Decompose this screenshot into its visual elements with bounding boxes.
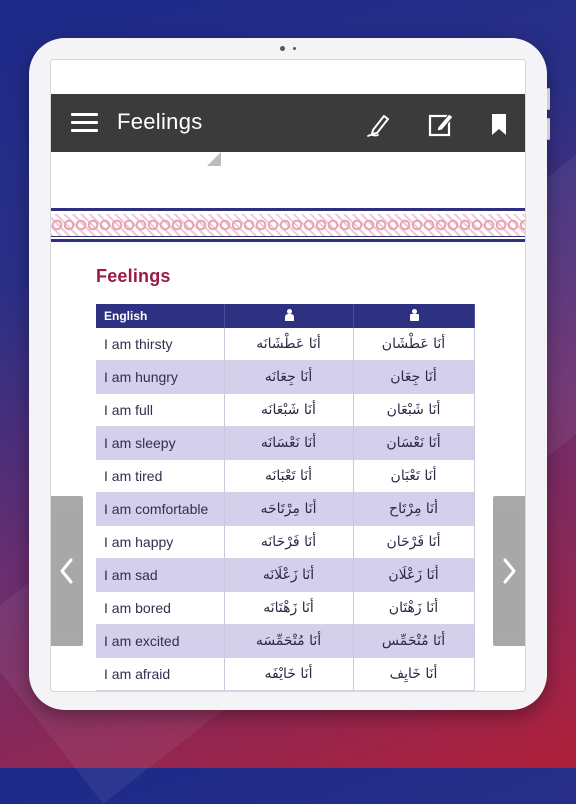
page-top-margin xyxy=(51,152,525,210)
vocabulary-table xyxy=(96,304,475,691)
next-page-button[interactable] xyxy=(493,496,525,646)
masculine-arabic-cell: أنَا عَطْشَان xyxy=(353,328,474,361)
english-phrase-cell: I am thirsty xyxy=(96,328,224,361)
table-row xyxy=(96,460,474,493)
english-phrase-cell: I am bored xyxy=(96,592,224,625)
feminine-arabic-cell: أنَا خَايْفَه xyxy=(224,658,353,691)
masculine-arabic-cell: أنَا مُتْحَمِّس xyxy=(353,625,474,658)
tablet-frame xyxy=(29,38,547,710)
masculine-arabic-cell: أنَا خَايِف xyxy=(353,658,474,691)
app-toolbar xyxy=(51,94,525,152)
masculine-arabic-cell: أنَا تَعْبَان xyxy=(353,460,474,493)
feminine-arabic-cell: أنَا عَطْشَانَه xyxy=(224,328,353,361)
feminine-arabic-cell: أنَا مِرْتَاحَه xyxy=(224,493,353,526)
table-row xyxy=(96,493,474,526)
column-header-masculine xyxy=(353,304,474,328)
masculine-arabic-cell: أنَا زَهْتَان xyxy=(353,592,474,625)
feminine-arabic-cell: أنَا شَبْعَانَه xyxy=(224,394,353,427)
masculine-arabic-cell: أنَا نَعْسَان xyxy=(353,427,474,460)
table-header-row xyxy=(96,304,474,328)
feminine-arabic-cell: أنَا نَعْسَانَه xyxy=(224,427,353,460)
feminine-arabic-cell: أنَا زَهْتَانَه xyxy=(224,592,353,625)
table-row xyxy=(96,361,474,394)
english-phrase-cell: I am sleepy xyxy=(96,427,224,460)
table-row xyxy=(96,394,474,427)
volume-button xyxy=(547,118,550,140)
hamburger-menu-icon[interactable] xyxy=(71,113,98,133)
bookmark-icon[interactable] xyxy=(485,110,513,138)
volume-button xyxy=(547,88,550,110)
edit-note-icon[interactable] xyxy=(427,110,455,138)
status-area xyxy=(51,60,525,94)
page-corner-fold xyxy=(207,152,221,166)
feminine-arabic-cell: أنَا جِعَانَه xyxy=(224,361,353,394)
table-row xyxy=(96,559,474,592)
english-phrase-cell: I am tired xyxy=(96,460,224,493)
table-row xyxy=(96,427,474,460)
column-header-feminine xyxy=(224,304,353,328)
masculine-arabic-cell: أنَا مِرْتَاح xyxy=(353,493,474,526)
english-phrase-cell: I am afraid xyxy=(96,658,224,691)
table-row xyxy=(96,625,474,658)
feminine-arabic-cell: أنَا مُتْحَمِّسَه xyxy=(224,625,353,658)
table-row xyxy=(96,592,474,625)
feminine-arabic-cell: أنَا زَعْلَانَه xyxy=(224,559,353,592)
masculine-arabic-cell: أنَا زَعْلَان xyxy=(353,559,474,592)
feminine-arabic-cell: أنَا تَعْبَانَه xyxy=(224,460,353,493)
male-person-icon xyxy=(409,309,419,321)
masculine-arabic-cell: أنَا فَرْحَان xyxy=(353,526,474,559)
feminine-arabic-cell: أنَا فَرْحَانَه xyxy=(224,526,353,559)
english-phrase-cell: I am happy xyxy=(96,526,224,559)
page-title: Feelings xyxy=(117,109,203,134)
app-screen xyxy=(50,59,526,692)
pen-annotate-icon[interactable] xyxy=(365,110,393,138)
english-phrase-cell: I am full xyxy=(96,394,224,427)
table-row xyxy=(96,526,474,559)
section-title: Feelings xyxy=(96,266,171,286)
english-phrase-cell: I am excited xyxy=(96,625,224,658)
masculine-arabic-cell: أنَا شَبْعَان xyxy=(353,394,474,427)
previous-page-button[interactable] xyxy=(51,496,83,646)
masculine-arabic-cell: أنَا جِعَان xyxy=(353,361,474,394)
english-phrase-cell: I am sad xyxy=(96,559,224,592)
camera-icon xyxy=(280,46,296,51)
table-row xyxy=(96,658,474,691)
english-phrase-cell: I am comfortable xyxy=(96,493,224,526)
female-person-icon xyxy=(284,309,294,321)
english-phrase-cell: I am hungry xyxy=(96,361,224,394)
column-header-english: English xyxy=(96,304,224,328)
chevron-right-icon xyxy=(499,556,519,586)
decorative-border xyxy=(51,208,525,242)
table-row xyxy=(96,328,474,361)
chevron-left-icon xyxy=(57,556,77,586)
